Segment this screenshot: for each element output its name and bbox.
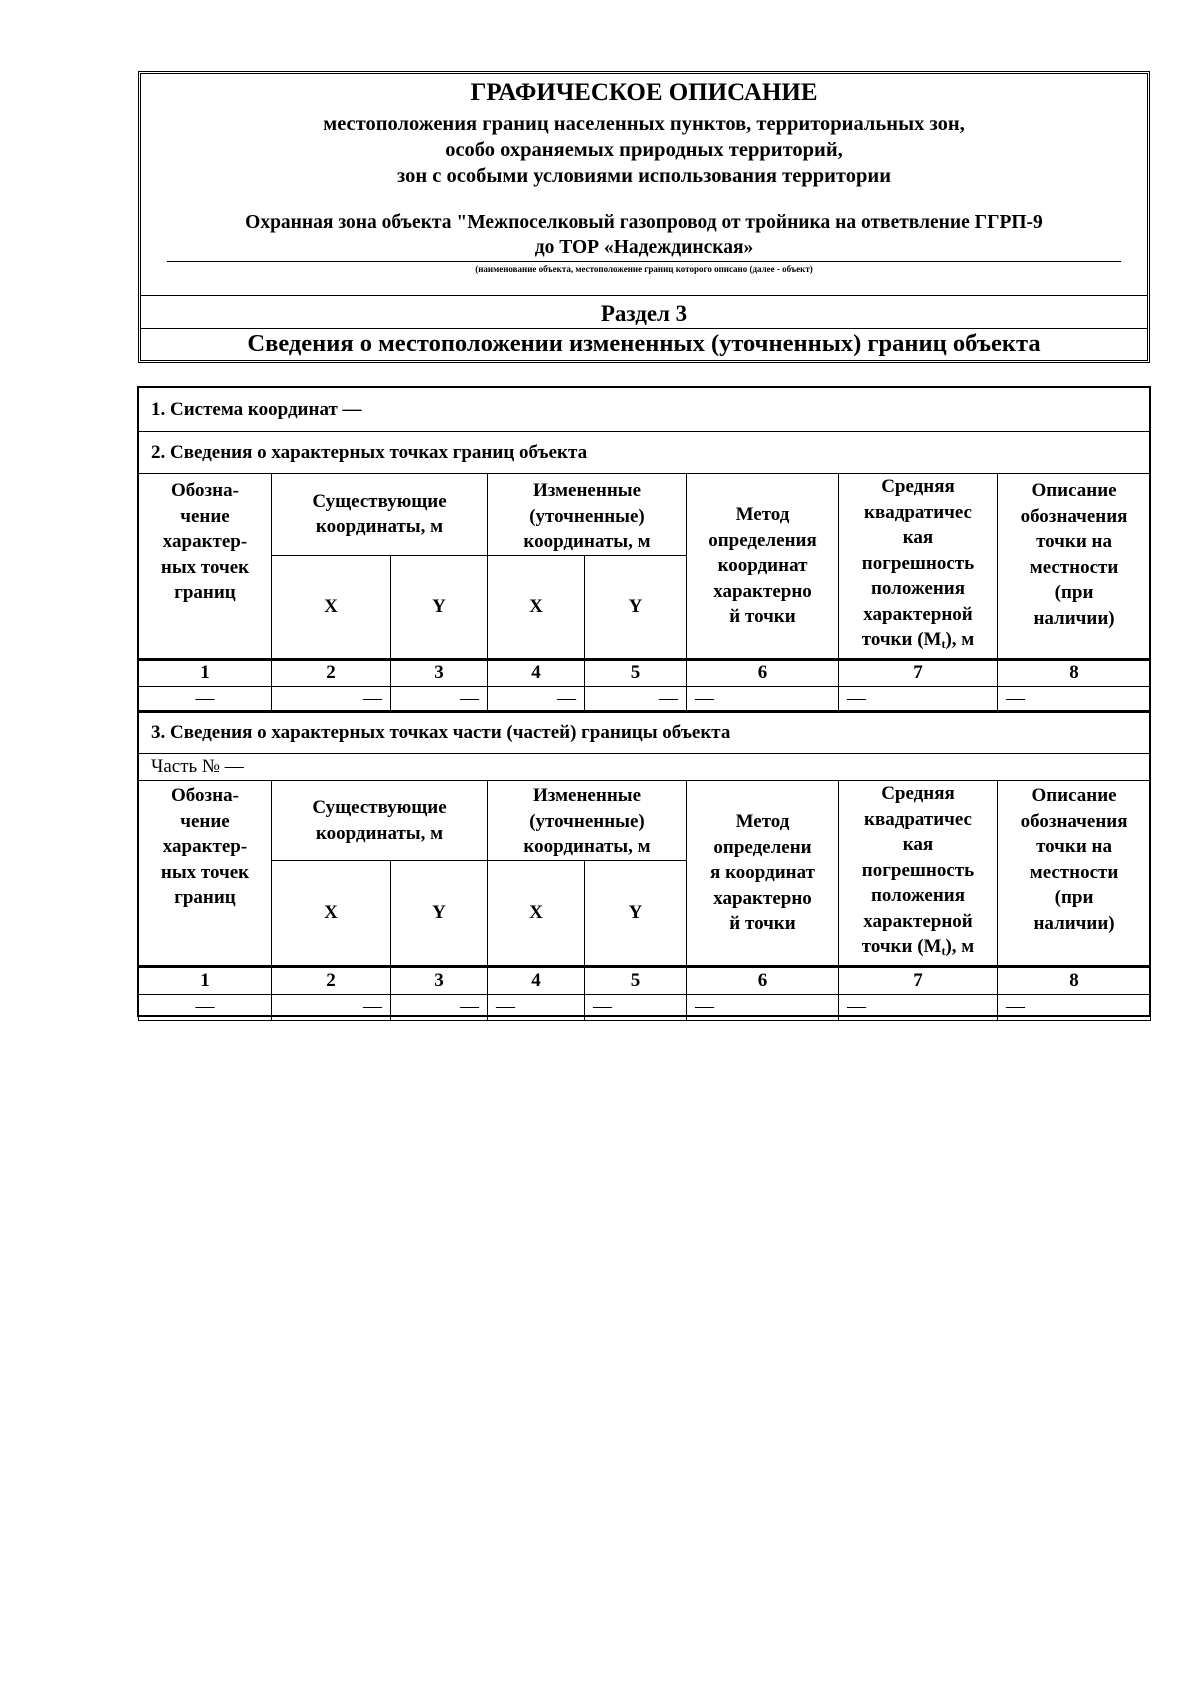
part-number-label: Часть № — bbox=[139, 754, 1151, 781]
table-cell: — bbox=[839, 686, 998, 712]
column-number: 2 bbox=[272, 659, 391, 686]
table-cell: — bbox=[272, 686, 391, 712]
table-cell: — bbox=[139, 994, 272, 1020]
document-subtitle-line-1: местоположения границ населенных пунктов, территориальных зон, bbox=[323, 113, 965, 135]
part-section-title: 3. Сведения о характерных точках части (частей) границы объекта bbox=[139, 712, 1151, 754]
col-header-designation: Обозна- чение характер- ных точек границ bbox=[139, 781, 272, 967]
table-cell: — bbox=[585, 994, 687, 1020]
col-header-changed-y: Y bbox=[585, 555, 687, 659]
document-subtitle-line-3: зон с особыми условиями использования территории bbox=[396, 165, 892, 187]
col-header-designation: Обозна- чение характер- ных точек границ bbox=[139, 474, 272, 660]
object-name-underline bbox=[167, 261, 1121, 262]
col-header-changed-coords: Измененные (уточненные) координаты, м bbox=[488, 781, 687, 861]
column-number: 1 bbox=[139, 659, 272, 686]
column-number: 3 bbox=[391, 659, 488, 686]
col-header-existing-x: X bbox=[272, 555, 391, 659]
table-cell: — bbox=[998, 994, 1151, 1020]
coordinate-system-row: 1. Система координат — bbox=[139, 388, 1151, 432]
part-boundary-points-table bbox=[138, 711, 1151, 1021]
table-cell: — bbox=[687, 994, 839, 1020]
section-label: Раздел 3 bbox=[600, 301, 688, 326]
table-cell: — bbox=[687, 686, 839, 712]
col-header-existing-y: Y bbox=[391, 861, 488, 966]
table-cell: — bbox=[488, 686, 585, 712]
column-number: 8 bbox=[998, 966, 1151, 994]
column-number: 4 bbox=[488, 966, 585, 994]
column-number: 6 bbox=[687, 659, 839, 686]
document-subtitle-line-2: особо охраняемых природных территорий, bbox=[445, 139, 843, 161]
column-number: 4 bbox=[488, 659, 585, 686]
column-number: 8 bbox=[998, 659, 1151, 686]
boundary-points-table bbox=[138, 387, 1151, 713]
col-header-method: Метод определения координат характерно й точки bbox=[687, 474, 839, 660]
table-cell: — bbox=[139, 686, 272, 712]
col-header-mean-error: Средняя квадратичес кая погрешность положения характерной точки $(M_t)$, м bbox=[839, 781, 998, 967]
column-number: 1 bbox=[139, 966, 272, 994]
col-header-description: Описание обозначения точки на местности (при наличии) bbox=[998, 474, 1151, 660]
col-header-existing-y: Y bbox=[391, 555, 488, 659]
col-header-existing-coords: Существующие координаты, м bbox=[272, 474, 488, 556]
col-header-existing-coords: Существующие координаты, м bbox=[272, 781, 488, 861]
col-header-mean-error: Средняя квадратичес кая погрешность положения характерной точки $(M_t)$, м bbox=[839, 474, 998, 660]
object-name-line-1: Охранная зона объекта "Межпоселковый газопровод от тройника на ответвление ГГРП-9 bbox=[245, 212, 1043, 233]
section-heading: Сведения о местоположении измененных (уточненных) границ объекта bbox=[247, 330, 1041, 357]
col-header-description: Описание обозначения точки на местности (при наличии) bbox=[998, 781, 1151, 967]
title-block bbox=[138, 71, 1150, 363]
col-header-existing-x: X bbox=[272, 861, 391, 966]
table-cell: — bbox=[391, 994, 488, 1020]
column-number: 7 bbox=[839, 966, 998, 994]
col-header-changed-y: Y bbox=[585, 861, 687, 966]
column-number: 3 bbox=[391, 966, 488, 994]
object-name-caption: (наименование объекта, местоположение границ которого описано (далее - объект) bbox=[475, 264, 813, 274]
column-number: 2 bbox=[272, 966, 391, 994]
table-cell: — bbox=[998, 686, 1151, 712]
col-header-changed-x: X bbox=[488, 861, 585, 966]
col-header-changed-coords: Измененные (уточненные) координаты, м bbox=[488, 474, 687, 556]
object-name-line-2: до ТОР «Надеждинская» bbox=[534, 237, 754, 258]
table-cell: — bbox=[839, 994, 998, 1020]
column-number: 5 bbox=[585, 966, 687, 994]
table-cell: — bbox=[585, 686, 687, 712]
column-number: 5 bbox=[585, 659, 687, 686]
column-number: 7 bbox=[839, 659, 998, 686]
points-section-title: 2. Сведения о характерных точках границ объекта bbox=[139, 432, 1151, 474]
table-cell: — bbox=[391, 686, 488, 712]
divider bbox=[141, 295, 1147, 296]
column-number: 6 bbox=[687, 966, 839, 994]
document-title: ГРАФИЧЕСКОЕ ОПИСАНИЕ bbox=[470, 79, 818, 106]
col-header-method: Метод определени я координат характерно й точки bbox=[687, 781, 839, 967]
col-header-changed-x: X bbox=[488, 555, 585, 659]
table-cell: — bbox=[488, 994, 585, 1020]
divider bbox=[141, 328, 1147, 329]
table-cell: — bbox=[272, 994, 391, 1020]
